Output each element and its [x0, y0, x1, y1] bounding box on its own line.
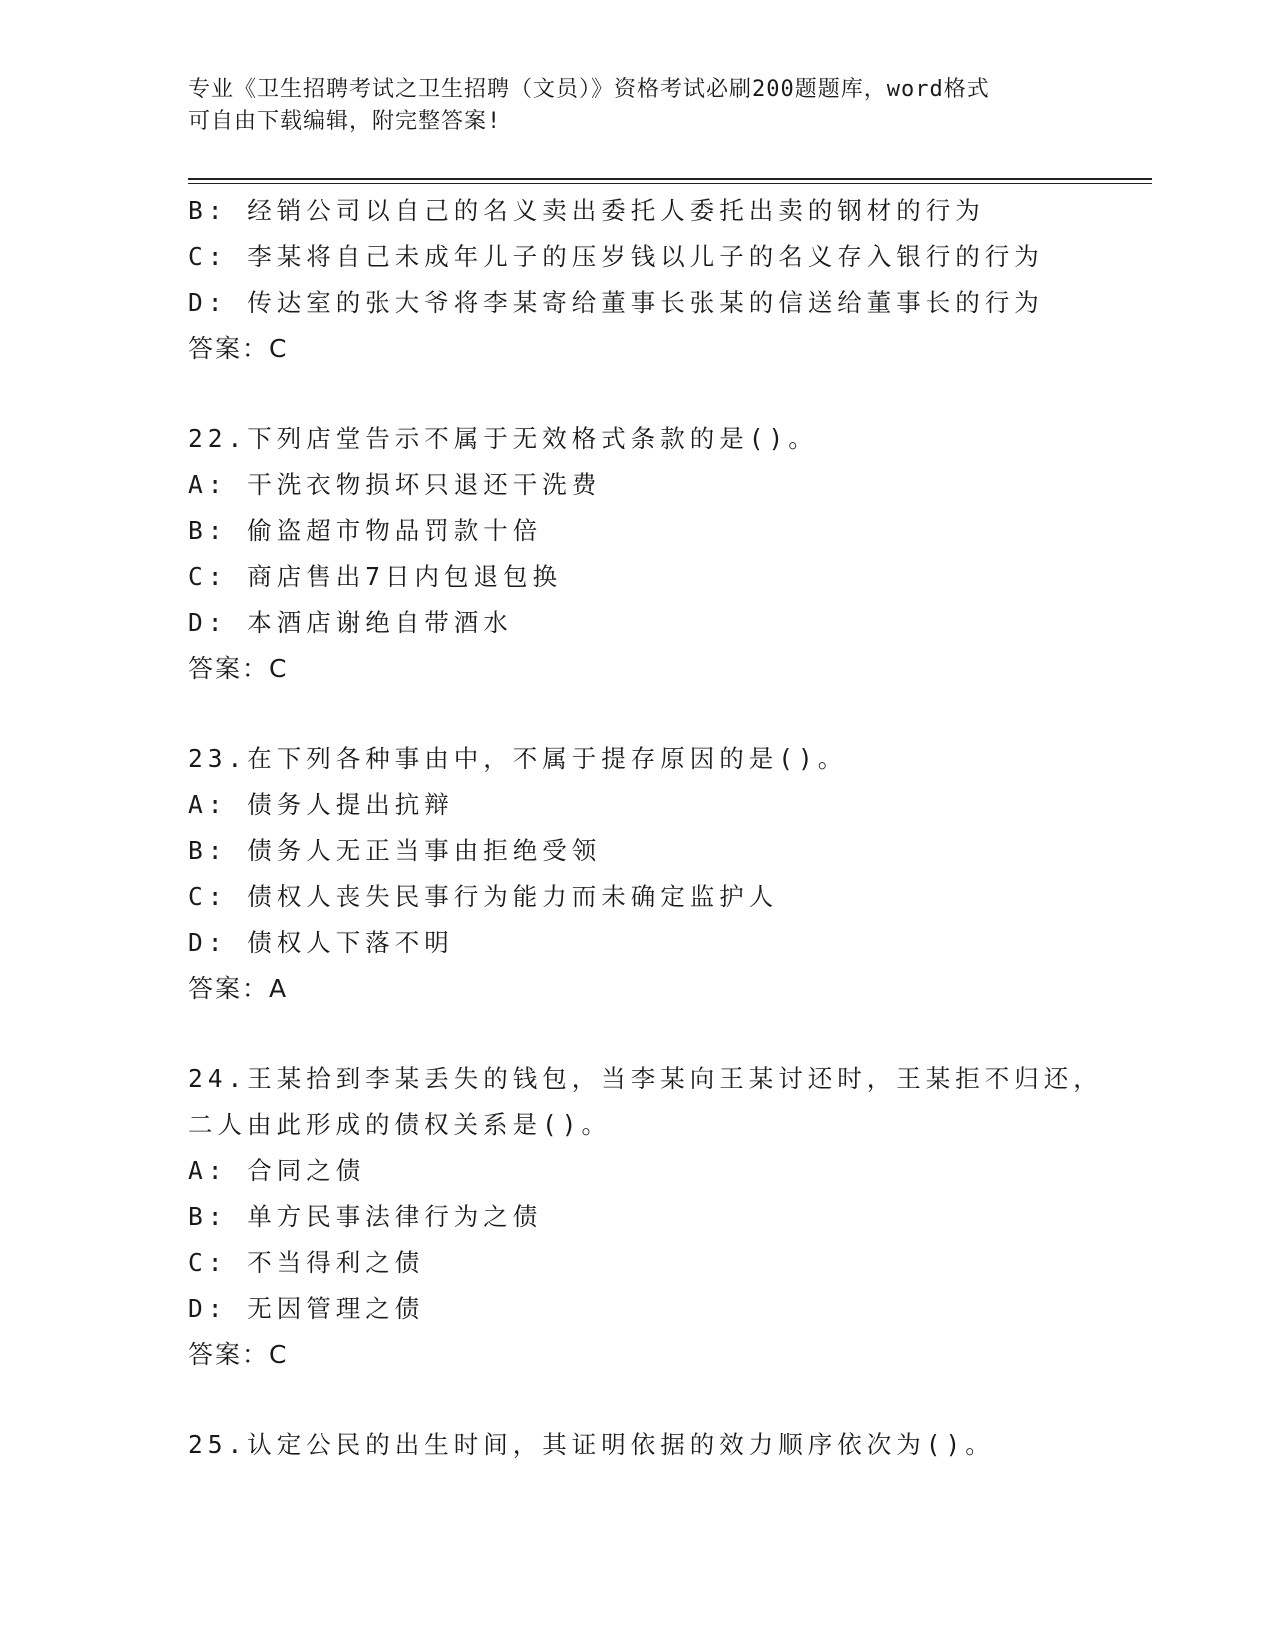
- question-22: [188, 416, 1148, 692]
- question-list: [188, 188, 1148, 1468]
- option-a: A: 债务人提出抗辩: [188, 790, 454, 819]
- question-21-partial: [188, 188, 1148, 372]
- option-a: A: 合同之债: [188, 1156, 366, 1185]
- option-c: C: 不当得利之债: [188, 1248, 425, 1277]
- spacer: [188, 1378, 1148, 1422]
- header-line-2: 可自由下载编辑，附完整答案!: [188, 109, 502, 134]
- option-b: B: 单方民事法律行为之债: [188, 1202, 543, 1231]
- answer: 答案：C: [188, 334, 289, 363]
- option-a: A: 干洗衣物损坏只退还干洗费: [188, 470, 602, 499]
- spacer: [188, 372, 1148, 416]
- answer: 答案：C: [188, 1340, 289, 1369]
- document-header: [188, 74, 1088, 138]
- answer: 答案：A: [188, 974, 289, 1003]
- question-23: [188, 736, 1148, 1012]
- header-rule-thin: [188, 183, 1152, 184]
- option-c: C: 李某将自己未成年儿子的压岁钱以儿子的名义存入银行的行为: [188, 242, 1044, 271]
- question-text: 22.下列店堂告示不属于无效格式条款的是()。: [188, 424, 818, 453]
- option-d: D: 无因管理之债: [188, 1294, 425, 1323]
- option-d: D: 债权人下落不明: [188, 928, 454, 957]
- spacer: [188, 1012, 1148, 1056]
- header-line-1: 专业《卫生招聘考试之卫生招聘（文员）》资格考试必刷200题题库，word格式: [188, 77, 990, 102]
- spacer: [188, 692, 1148, 736]
- option-b: B: 经销公司以自己的名义卖出委托人委托出卖的钢材的行为: [188, 196, 985, 225]
- option-c: C: 商店售出7日内包退包换: [188, 562, 562, 591]
- option-b: B: 偷盗超市物品罚款十倍: [188, 516, 543, 545]
- option-b: B: 债务人无正当事由拒绝受领: [188, 836, 602, 865]
- question-text: 25.认定公民的出生时间，其证明依据的效力顺序依次为()。: [188, 1430, 995, 1459]
- question-text-line-1: 24.王某拾到李某丢失的钱包，当李某向王某讨还时，王某拒不归还，: [188, 1064, 1103, 1093]
- option-c: C: 债权人丧失民事行为能力而未确定监护人: [188, 882, 779, 911]
- question-24: [188, 1056, 1148, 1378]
- answer: 答案：C: [188, 654, 289, 683]
- question-25: [188, 1422, 1148, 1468]
- header-rule-thick: [188, 178, 1152, 180]
- option-d: D: 传达室的张大爷将李某寄给董事长张某的信送给董事长的行为: [188, 288, 1044, 317]
- option-d: D: 本酒店谢绝自带酒水: [188, 608, 513, 637]
- question-text: 23.在下列各种事由中，不属于提存原因的是()。: [188, 744, 848, 773]
- question-text-line-2: 二人由此形成的债权关系是()。: [188, 1110, 611, 1139]
